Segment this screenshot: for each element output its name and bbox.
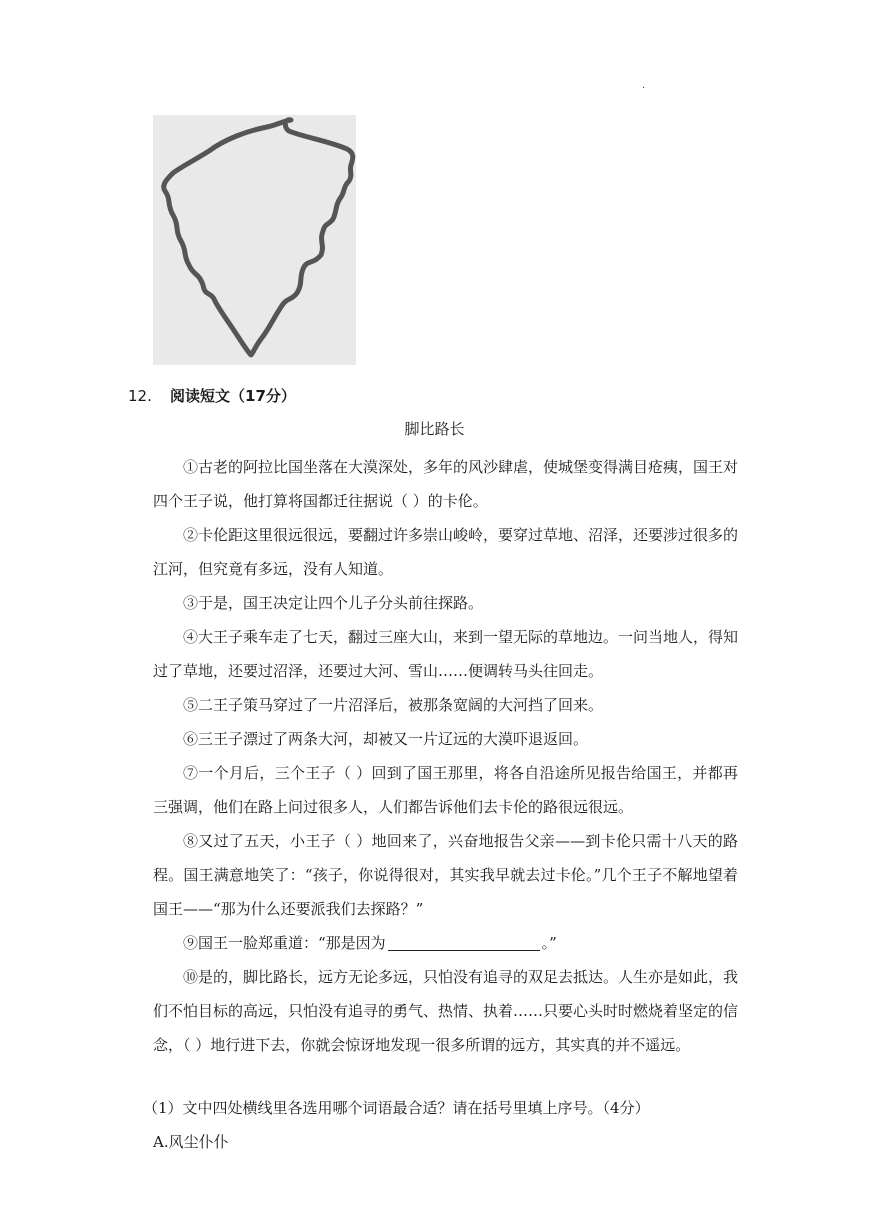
question-number: 12. xyxy=(128,387,152,405)
paragraph-9-end: 。” xyxy=(541,934,557,952)
leaf-figure xyxy=(153,115,356,365)
paragraph-7: ⑦一个月后，三个王子（ ）回到了国王那里，将各自沿途所见报告给国王，并都再三强调，他们在路上问过很多人，人们都告诉他们去卡伦的路很远很远。 xyxy=(153,764,738,816)
paragraph-10: ⑩是的，脚比路长，远方无论多远，只怕没有追寻的双足去抵达。人生亦是如此，我们不怕目标的高远，只怕没有追寻的勇气、热情、执着……只要心头时时燃烧着坚定的信念，（ ）地行进下去，你就会惊讶地发现一很多所谓的远方，其实真的并不遥远。 xyxy=(153,968,739,1054)
sub-question-1: （1）文中四处横线里各选用哪个词语最合适？请在括号里填上序号。（4分） xyxy=(143,1099,650,1117)
article-body xyxy=(153,450,738,1062)
leaf-outline-icon xyxy=(153,115,356,365)
page-dot: . xyxy=(642,80,646,91)
answer-blank-line xyxy=(388,934,540,951)
paragraph-8: ⑧又过了五天，小王子（ ）地回来了，兴奋地报告父亲——到卡伦只需十八天的路程。国王满意地笑了：“孩子，你说得很对，其实我早就去过卡伦。”几个王子不解地望着国王——“那为什么还要派我们去探路？” xyxy=(153,832,738,918)
paragraph-5: ⑤二王子策马穿过了一片沼泽后，被那条宽阔的大河挡了回来。 xyxy=(183,696,604,714)
paragraph-9-start: ⑨国王一脸郑重道：“那是因为 xyxy=(183,934,386,952)
option-a: A.风尘仆仆 xyxy=(153,1133,229,1151)
paragraph-6: ⑥三王子漂过了两条大河，却被又一片辽远的大漠吓退返回。 xyxy=(183,730,589,748)
paragraph-4: ④大王子乘车走了七天，翻过三座大山，来到一望无际的草地边。一问当地人，得知过了草地，还要过沼泽，还要过大河、雪山……便调转马头往回走。 xyxy=(153,628,739,680)
paragraph-3: ③于是，国王决定让四个儿子分头前往探路。 xyxy=(183,594,484,612)
question-heading xyxy=(128,385,296,406)
article-title: 脚比路长 xyxy=(404,420,465,438)
paragraph-2: ②卡伦距这里很远很远，要翻过许多崇山峻岭，要穿过草地、沼泽，还要涉过很多的江河，但究竟有多远，没有人知道。 xyxy=(153,526,739,578)
paragraph-1: ①古老的阿拉比国坐落在大漠深处，多年的风沙肆虐，使城堡变得满目疮痍，国王对四个王子说，他打算将国都迁往据说（ ）的卡伦。 xyxy=(153,458,739,510)
paragraph-9 xyxy=(153,926,738,960)
question-title: 阅读短文（17分） xyxy=(170,387,296,405)
